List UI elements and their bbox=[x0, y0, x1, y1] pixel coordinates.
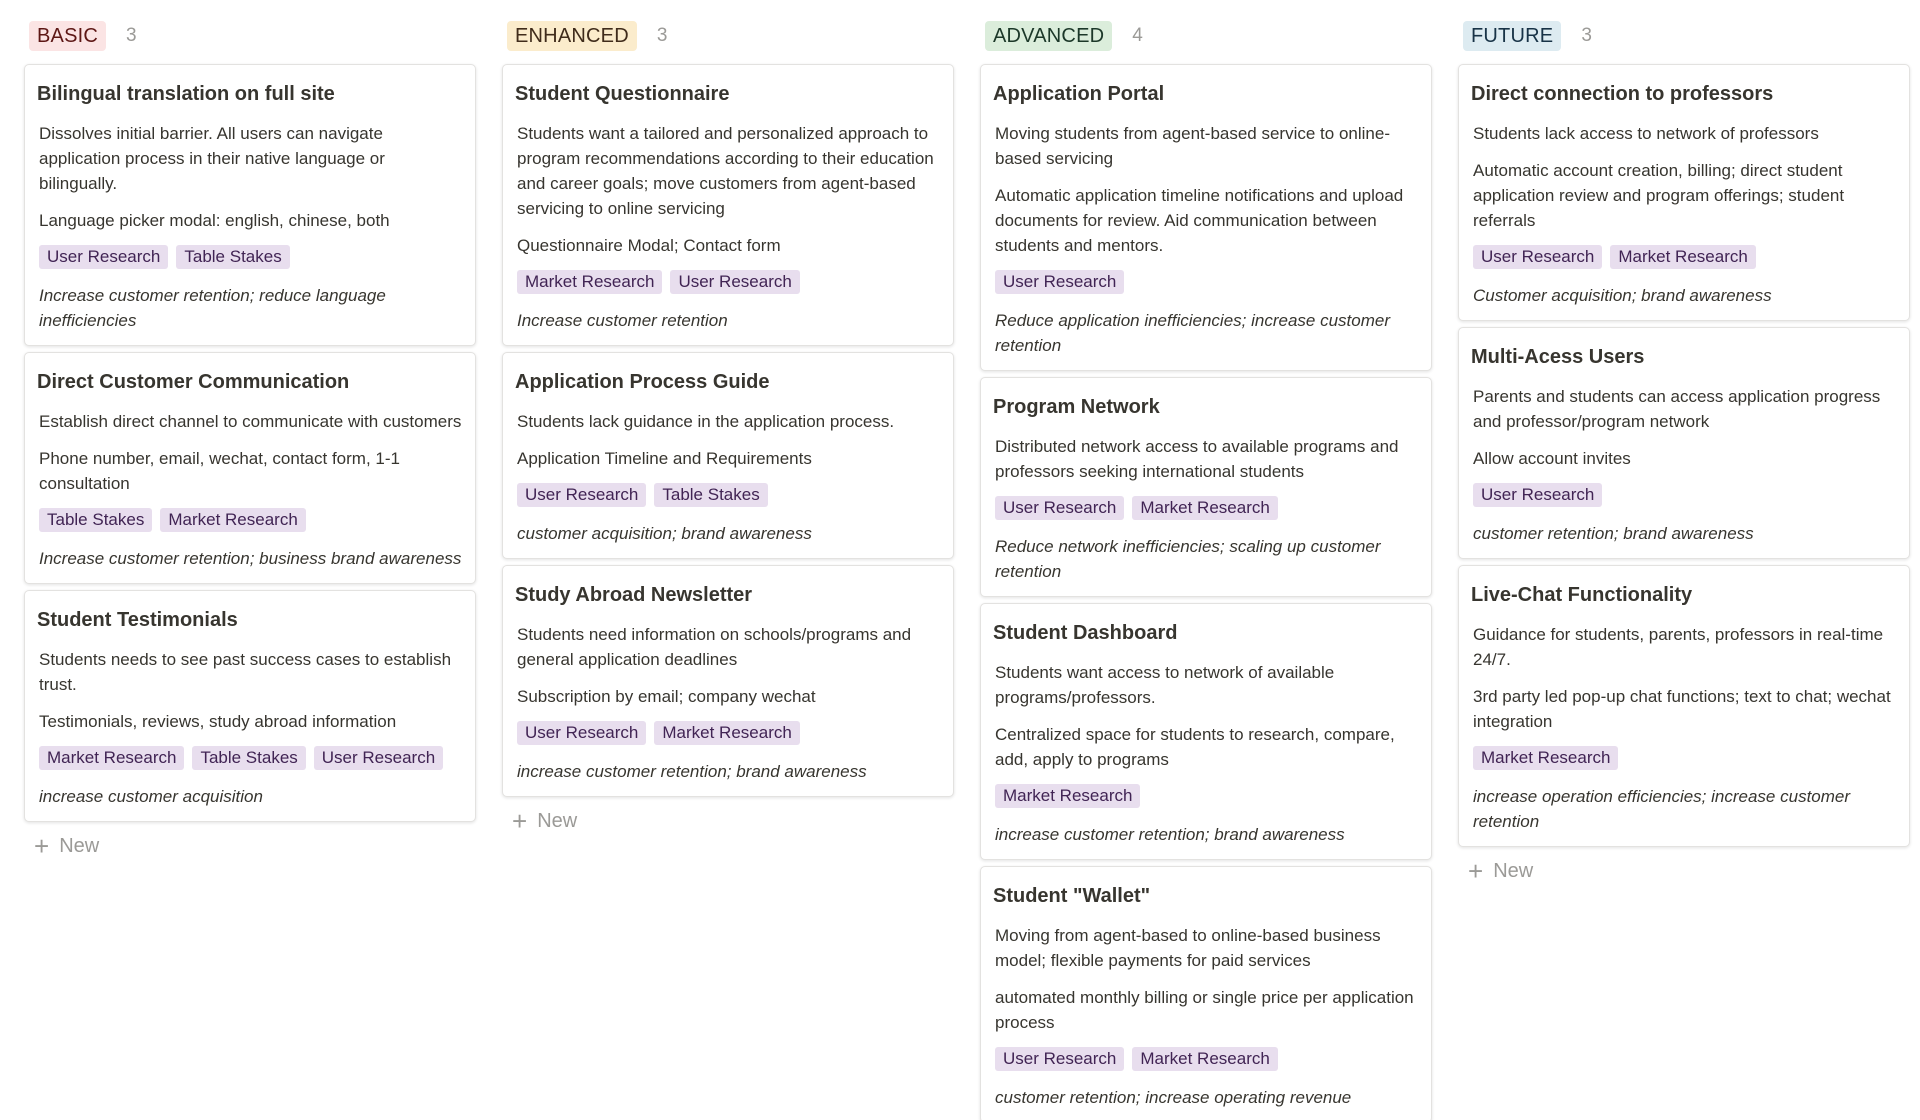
card-property: Automatic application timeline notifications and upload documents for review. Aid communication between students and mentors. bbox=[995, 186, 1404, 255]
card[interactable] bbox=[1458, 565, 1910, 847]
tag: User Research bbox=[517, 483, 646, 507]
tag: Market Research bbox=[1610, 245, 1755, 269]
card-title: Bilingual translation on full site bbox=[37, 83, 335, 105]
column-header bbox=[1458, 20, 1910, 52]
card-property: automated monthly billing or single price per application process bbox=[995, 988, 1414, 1032]
new-card-button[interactable] bbox=[24, 828, 476, 864]
card-impact: Increase customer retention; reduce language inefficiencies bbox=[39, 286, 386, 330]
card-property: Automatic account creation, billing; direct student application review and program offerings; student referrals bbox=[1473, 161, 1845, 230]
card-title: Live-Chat Functionality bbox=[1471, 584, 1693, 606]
tag: User Research bbox=[1473, 245, 1602, 269]
card-impact: Increase customer retention bbox=[517, 311, 728, 330]
column-count: 3 bbox=[1581, 25, 1592, 46]
card-property: Application Timeline and Requirements bbox=[517, 449, 812, 468]
column-label[interactable]: ADVANCED bbox=[985, 21, 1112, 51]
card-impact: increase customer retention; brand awareness bbox=[517, 762, 867, 781]
card[interactable] bbox=[502, 352, 954, 559]
card[interactable] bbox=[24, 590, 476, 822]
card-impact: increase operation efficiencies; increase customer retention bbox=[1473, 787, 1851, 831]
card-title: Application Portal bbox=[993, 83, 1165, 105]
tag-list bbox=[515, 721, 941, 745]
card-property: Moving from agent-based to online-based business model; flexible payments for paid services bbox=[995, 926, 1381, 970]
column-header bbox=[980, 20, 1432, 52]
tag: Market Research bbox=[517, 270, 662, 294]
column-advanced bbox=[980, 20, 1432, 1120]
tag-list bbox=[993, 1047, 1419, 1071]
card-property: Questionnaire Modal; Contact form bbox=[517, 236, 781, 255]
tag: Market Research bbox=[995, 784, 1140, 808]
card-impact: Customer acquisition; brand awareness bbox=[1473, 286, 1772, 305]
card-property: Centralized space for students to research, compare, add, apply to programs bbox=[995, 725, 1395, 769]
tag: Market Research bbox=[1473, 746, 1618, 770]
column-label[interactable]: BASIC bbox=[29, 21, 106, 51]
card-title: Direct Customer Communication bbox=[37, 371, 350, 393]
column-header bbox=[502, 20, 954, 52]
new-card-button[interactable] bbox=[502, 803, 954, 839]
card-title: Program Network bbox=[993, 396, 1160, 418]
card-property: Establish direct channel to communicate with customers bbox=[39, 412, 462, 431]
tag: User Research bbox=[517, 721, 646, 745]
card[interactable] bbox=[1458, 327, 1910, 559]
card-impact: Increase customer retention; business brand awareness bbox=[39, 549, 462, 568]
column-count: 3 bbox=[656, 25, 668, 46]
column-enhanced bbox=[502, 20, 954, 839]
tag: User Research bbox=[995, 270, 1124, 294]
column-label[interactable]: ENHANCED bbox=[507, 21, 637, 51]
card-impact: increase customer retention; brand awareness bbox=[995, 825, 1345, 844]
tag-list bbox=[993, 784, 1419, 808]
tag-list bbox=[1471, 483, 1897, 507]
tag-list bbox=[993, 496, 1419, 520]
tag: Table Stakes bbox=[39, 508, 152, 532]
card-title: Multi-Acess Users bbox=[1471, 346, 1645, 368]
tag: Market Research bbox=[654, 721, 799, 745]
card-impact: Reduce network inefficiencies; scaling up customer retention bbox=[995, 537, 1381, 581]
card-impact: customer retention; brand awareness bbox=[1473, 524, 1754, 543]
card-impact: Reduce application inefficiencies; increase customer retention bbox=[995, 311, 1390, 355]
tag: User Research bbox=[670, 270, 799, 294]
new-card-label: New bbox=[59, 834, 100, 857]
card-property: Students want a tailored and personalized approach to program recommendations according to their education and career goals; move customers from agent-based servicing to online servicing bbox=[517, 124, 934, 218]
tag: User Research bbox=[995, 1047, 1124, 1071]
card-property: Students lack guidance in the application process. bbox=[517, 412, 895, 431]
tag-list bbox=[37, 508, 463, 532]
card-property: 3rd party led pop-up chat functions; text to chat; wechat integration bbox=[1473, 687, 1891, 731]
card[interactable] bbox=[502, 565, 954, 797]
tag: User Research bbox=[314, 746, 443, 770]
card-title: Student "Wallet" bbox=[993, 885, 1151, 907]
column-label[interactable]: FUTURE bbox=[1463, 21, 1561, 51]
column-count: 3 bbox=[126, 25, 137, 46]
tag: User Research bbox=[1473, 483, 1602, 507]
card-property: Allow account invites bbox=[1473, 449, 1631, 468]
tag: Table Stakes bbox=[654, 483, 767, 507]
card-impact: customer retention; increase operating revenue bbox=[995, 1088, 1352, 1107]
card-property: Students lack access to network of professors bbox=[1473, 124, 1819, 143]
card[interactable] bbox=[1458, 64, 1910, 321]
card-title: Application Process Guide bbox=[515, 371, 770, 393]
card[interactable] bbox=[980, 603, 1432, 860]
card-property: Dissolves initial barrier. All users can navigate application process in their native language or bilingually. bbox=[39, 124, 385, 193]
card[interactable] bbox=[980, 866, 1432, 1120]
new-card-button[interactable] bbox=[1458, 853, 1910, 889]
card-property: Phone number, email, wechat, contact form, 1-1 consultation bbox=[39, 449, 400, 493]
plus-icon: + bbox=[512, 806, 528, 836]
card-property: Testimonials, reviews, study abroad information bbox=[39, 712, 397, 731]
plus-icon: + bbox=[1468, 856, 1484, 886]
tag: User Research bbox=[39, 245, 168, 269]
card-property: Subscription by email; company wechat bbox=[517, 687, 816, 706]
tag: Market Research bbox=[1132, 496, 1277, 520]
tag-list bbox=[1471, 245, 1897, 269]
tag: Market Research bbox=[39, 746, 184, 770]
tag: User Research bbox=[995, 496, 1124, 520]
tag-list bbox=[515, 483, 941, 507]
plus-icon: + bbox=[34, 831, 50, 861]
column-future bbox=[1458, 20, 1910, 889]
card-title: Student Questionnaire bbox=[515, 83, 730, 105]
card[interactable] bbox=[980, 377, 1432, 597]
tag-list bbox=[515, 270, 941, 294]
card-title: Student Dashboard bbox=[993, 622, 1178, 644]
new-card-label: New bbox=[537, 809, 578, 832]
column-count: 4 bbox=[1132, 25, 1143, 46]
card-impact: increase customer acquisition bbox=[39, 787, 263, 806]
card-property: Language picker modal: english, chinese, both bbox=[39, 211, 390, 230]
tag-list bbox=[1471, 746, 1897, 770]
card[interactable] bbox=[502, 64, 954, 346]
card[interactable] bbox=[980, 64, 1432, 371]
column-header bbox=[24, 20, 476, 52]
card-property: Parents and students can access application progress and professor/program network bbox=[1473, 387, 1881, 431]
column-basic bbox=[24, 20, 476, 864]
tag: Table Stakes bbox=[176, 245, 289, 269]
card-impact: customer acquisition; brand awareness bbox=[517, 524, 812, 543]
tag-list bbox=[993, 270, 1419, 294]
card-property: Students need information on schools/programs and general application deadlines bbox=[517, 625, 912, 669]
card[interactable] bbox=[24, 64, 476, 346]
card-property: Students needs to see past success cases to establish trust. bbox=[39, 650, 452, 694]
card-property: Distributed network access to available programs and professors seeking international students bbox=[995, 437, 1399, 481]
tag: Market Research bbox=[160, 508, 305, 532]
new-card-label: New bbox=[1493, 859, 1534, 882]
card-property: Guidance for students, parents, professors in real-time 24/7. bbox=[1473, 625, 1884, 669]
card-property: Moving students from agent-based service to online-based servicing bbox=[995, 124, 1390, 168]
card-title: Direct connection to professors bbox=[1471, 83, 1774, 105]
card-title: Student Testimonials bbox=[37, 609, 238, 631]
card-title: Study Abroad Newsletter bbox=[515, 584, 753, 606]
card-property: Students want access to network of available programs/professors. bbox=[995, 663, 1335, 707]
tag: Market Research bbox=[1132, 1047, 1277, 1071]
card[interactable] bbox=[24, 352, 476, 584]
tag-list bbox=[37, 245, 463, 269]
tag-list bbox=[37, 746, 463, 770]
tag: Table Stakes bbox=[192, 746, 305, 770]
